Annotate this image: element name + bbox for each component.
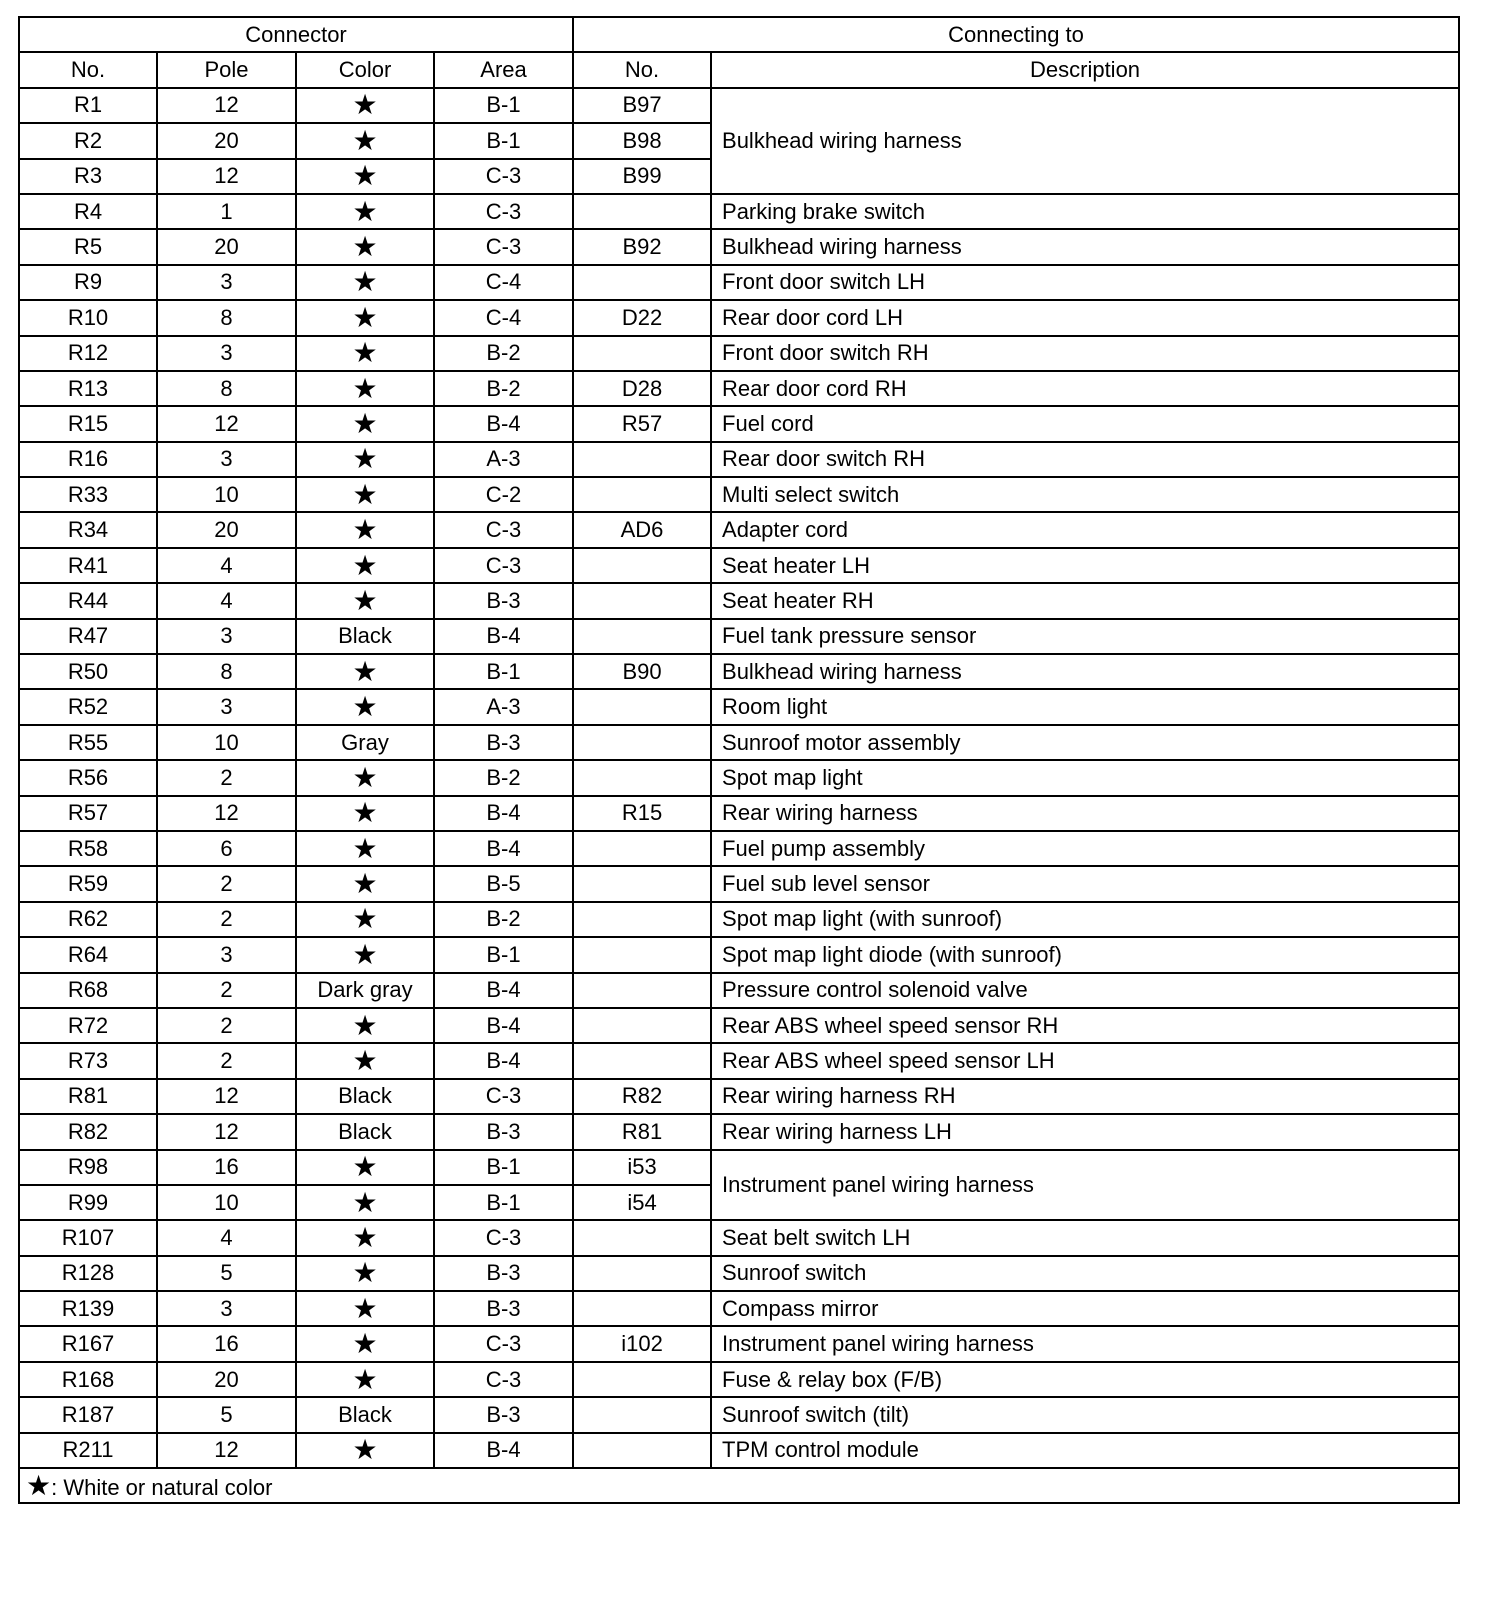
pole-cell: 10 [157,725,296,760]
connecting-no-cell [573,973,711,1008]
connector-no-cell: R50 [19,654,157,689]
color-cell-star-icon: ★ [296,159,434,194]
connector-no-cell: R81 [19,1079,157,1114]
connecting-no-cell [573,902,711,937]
table-row [19,1291,1459,1326]
pole-cell: 3 [157,1291,296,1326]
color-cell-star-icon: ★ [296,689,434,724]
description-cell: Bulkhead wiring harness [711,229,1459,264]
connector-no-cell: R13 [19,371,157,406]
description-cell: Multi select switch [711,477,1459,512]
area-cell: B-4 [434,1043,573,1078]
connecting-no-cell [573,477,711,512]
table-row [19,1220,1459,1255]
description-cell: Spot map light [711,760,1459,795]
connecting-no-cell [573,937,711,972]
connector-no-cell: R211 [19,1433,157,1468]
table-row [19,1256,1459,1291]
connecting-no-cell [573,1256,711,1291]
description-cell: Bulkhead wiring harness [711,654,1459,689]
area-cell: B-3 [434,583,573,618]
pole-cell: 2 [157,1008,296,1043]
color-cell-star-icon: ★ [296,194,434,229]
pole-cell: 2 [157,866,296,901]
connector-no-cell: R58 [19,831,157,866]
connecting-no-cell [573,583,711,618]
color-cell-star-icon: ★ [296,406,434,441]
pole-cell: 3 [157,265,296,300]
area-cell: B-4 [434,1433,573,1468]
description-cell: Rear wiring harness [711,796,1459,831]
pole-cell: 20 [157,1362,296,1397]
connecting-no-cell [573,831,711,866]
connecting-no-cell: B99 [573,159,711,194]
pole-cell: 12 [157,1079,296,1114]
table-row [19,725,1459,760]
color-cell-star-icon: ★ [296,1291,434,1326]
description-cell: Room light [711,689,1459,724]
pole-cell: 12 [157,88,296,123]
color-cell-star-icon: ★ [296,831,434,866]
connector-table [18,16,1460,1504]
connecting-no-cell [573,725,711,760]
area-cell: B-2 [434,902,573,937]
legend-text: : White or natural color [51,1474,273,1500]
description-cell: Seat heater LH [711,548,1459,583]
connecting-no-cell [573,265,711,300]
table-row [19,229,1459,264]
pole-cell: 12 [157,406,296,441]
pole-cell: 10 [157,1185,296,1220]
pole-cell: 20 [157,229,296,264]
connector-no-cell: R72 [19,1008,157,1043]
connecting-no-cell: D28 [573,371,711,406]
description-cell: Bulkhead wiring harness [711,88,1459,194]
description-cell: Front door switch LH [711,265,1459,300]
area-cell: B-4 [434,619,573,654]
area-cell: B-2 [434,371,573,406]
connecting-no-cell [573,1043,711,1078]
pole-cell: 5 [157,1256,296,1291]
table-row [19,442,1459,477]
connector-no-cell: R16 [19,442,157,477]
description-cell: Instrument panel wiring harness [711,1150,1459,1221]
table-row [19,831,1459,866]
table-row [19,548,1459,583]
description-cell: Spot map light diode (with sunroof) [711,937,1459,972]
connector-no-cell: R128 [19,1256,157,1291]
pole-cell: 4 [157,548,296,583]
connector-no-cell: R33 [19,477,157,512]
pole-cell: 2 [157,1043,296,1078]
pole-cell: 4 [157,583,296,618]
description-cell: Fuel cord [711,406,1459,441]
connecting-no-cell: R57 [573,406,711,441]
connector-no-cell: R68 [19,973,157,1008]
table-row [19,265,1459,300]
legend-row [19,1468,1459,1503]
connecting-no-cell: B97 [573,88,711,123]
table-row [19,1079,1459,1114]
area-cell: C-3 [434,1362,573,1397]
pole-cell: 20 [157,512,296,547]
connector-no-cell: R167 [19,1326,157,1361]
area-cell: C-3 [434,1326,573,1361]
table-row [19,512,1459,547]
table-row [19,477,1459,512]
color-cell-star-icon: ★ [296,336,434,371]
connecting-no-cell: D22 [573,300,711,335]
area-cell: C-4 [434,300,573,335]
connector-no-cell: R56 [19,760,157,795]
color-cell: Black [296,1114,434,1149]
description-cell: Fuel tank pressure sensor [711,619,1459,654]
description-cell: Instrument panel wiring harness [711,1326,1459,1361]
color-cell-star-icon: ★ [296,1150,434,1185]
pole-cell: 5 [157,1397,296,1432]
table-row [19,1326,1459,1361]
area-cell: B-4 [434,973,573,1008]
pole-cell: 2 [157,902,296,937]
connector-no-cell: R55 [19,725,157,760]
description-cell: Rear door cord LH [711,300,1459,335]
color-cell-star-icon: ★ [296,1220,434,1255]
connector-no-cell: R57 [19,796,157,831]
color-cell: Black [296,1079,434,1114]
description-cell: Fuse & relay box (F/B) [711,1362,1459,1397]
table-row [19,1433,1459,1468]
description-cell: Spot map light (with sunroof) [711,902,1459,937]
col-header-color: Color [296,52,434,87]
table-row [19,194,1459,229]
color-cell-star-icon: ★ [296,583,434,618]
area-cell: A-3 [434,689,573,724]
color-cell-star-icon: ★ [296,902,434,937]
connecting-no-cell [573,619,711,654]
description-cell: TPM control module [711,1433,1459,1468]
table-row [19,654,1459,689]
pole-cell: 20 [157,123,296,158]
table-row [19,88,1459,123]
pole-cell: 2 [157,973,296,1008]
color-cell-star-icon: ★ [296,866,434,901]
connecting-no-cell: AD6 [573,512,711,547]
connecting-no-cell [573,1008,711,1043]
connecting-no-cell [573,1433,711,1468]
pole-cell: 16 [157,1150,296,1185]
connector-no-cell: R9 [19,265,157,300]
color-cell-star-icon: ★ [296,442,434,477]
table-row [19,371,1459,406]
table-row [19,1114,1459,1149]
area-cell: B-4 [434,796,573,831]
connecting-no-cell [573,442,711,477]
color-cell: Gray [296,725,434,760]
pole-cell: 6 [157,831,296,866]
pole-cell: 12 [157,796,296,831]
connector-no-cell: R41 [19,548,157,583]
area-cell: B-1 [434,1185,573,1220]
description-cell: Sunroof switch (tilt) [711,1397,1459,1432]
pole-cell: 12 [157,159,296,194]
connecting-no-cell: B98 [573,123,711,158]
connector-no-cell: R44 [19,583,157,618]
color-cell-star-icon: ★ [296,1008,434,1043]
connecting-no-cell: B92 [573,229,711,264]
area-cell: B-2 [434,760,573,795]
connector-no-cell: R62 [19,902,157,937]
connector-no-cell: R64 [19,937,157,972]
pole-cell: 3 [157,336,296,371]
area-cell: B-4 [434,831,573,866]
connector-no-cell: R15 [19,406,157,441]
pole-cell: 2 [157,760,296,795]
color-cell-star-icon: ★ [296,548,434,583]
area-cell: B-3 [434,1397,573,1432]
connector-no-cell: R1 [19,88,157,123]
color-cell-star-icon: ★ [296,1256,434,1291]
area-cell: C-3 [434,548,573,583]
color-cell: Dark gray [296,973,434,1008]
table-row [19,866,1459,901]
area-cell: B-3 [434,725,573,760]
col-header-no: No. [19,52,157,87]
column-header-row [19,52,1459,87]
pole-cell: 8 [157,300,296,335]
connecting-to-group-header: Connecting to [573,17,1459,52]
area-cell: C-4 [434,265,573,300]
pole-cell: 12 [157,1114,296,1149]
pole-cell: 3 [157,689,296,724]
connector-no-cell: R47 [19,619,157,654]
color-cell-star-icon: ★ [296,229,434,264]
connecting-no-cell [573,1397,711,1432]
table-row [19,1362,1459,1397]
connecting-no-cell: R81 [573,1114,711,1149]
area-cell: C-3 [434,229,573,264]
connecting-no-cell [573,760,711,795]
col-header-connecting-no: No. [573,52,711,87]
connector-no-cell: R5 [19,229,157,264]
area-cell: B-4 [434,406,573,441]
color-cell-star-icon: ★ [296,371,434,406]
col-header-description: Description [711,52,1459,87]
area-cell: B-3 [434,1114,573,1149]
connecting-no-cell [573,1362,711,1397]
table-row [19,406,1459,441]
connector-no-cell: R10 [19,300,157,335]
description-cell: Sunroof switch [711,1256,1459,1291]
connecting-no-cell [573,866,711,901]
area-cell: B-1 [434,1150,573,1185]
table-row [19,973,1459,1008]
description-cell: Front door switch RH [711,336,1459,371]
area-cell: C-3 [434,194,573,229]
table-row [19,1043,1459,1078]
table-row [19,796,1459,831]
color-cell-star-icon: ★ [296,123,434,158]
connecting-no-cell: i53 [573,1150,711,1185]
area-cell: B-5 [434,866,573,901]
connector-no-cell: R139 [19,1291,157,1326]
color-cell-star-icon: ★ [296,300,434,335]
description-cell: Rear wiring harness LH [711,1114,1459,1149]
connector-no-cell: R12 [19,336,157,371]
table-row [19,902,1459,937]
table-row [19,619,1459,654]
connecting-no-cell [573,689,711,724]
description-cell: Rear ABS wheel speed sensor LH [711,1043,1459,1078]
color-cell-star-icon: ★ [296,265,434,300]
group-header-row [19,17,1459,52]
pole-cell: 10 [157,477,296,512]
area-cell: B-1 [434,937,573,972]
description-cell: Rear wiring harness RH [711,1079,1459,1114]
legend-cell [19,1468,1459,1503]
color-cell-star-icon: ★ [296,1362,434,1397]
connector-no-cell: R73 [19,1043,157,1078]
color-cell-star-icon: ★ [296,1433,434,1468]
connector-no-cell: R98 [19,1150,157,1185]
pole-cell: 12 [157,1433,296,1468]
table-row [19,300,1459,335]
connecting-no-cell [573,548,711,583]
color-cell-star-icon: ★ [296,654,434,689]
area-cell: B-3 [434,1256,573,1291]
pole-cell: 3 [157,442,296,477]
area-cell: C-3 [434,159,573,194]
description-cell: Parking brake switch [711,194,1459,229]
table-row [19,760,1459,795]
connecting-no-cell: i102 [573,1326,711,1361]
area-cell: B-1 [434,654,573,689]
connecting-no-cell: R82 [573,1079,711,1114]
connecting-no-cell: i54 [573,1185,711,1220]
connector-no-cell: R4 [19,194,157,229]
area-cell: A-3 [434,442,573,477]
pole-cell: 3 [157,937,296,972]
description-cell: Seat heater RH [711,583,1459,618]
connector-no-cell: R168 [19,1362,157,1397]
connecting-no-cell: B90 [573,654,711,689]
connecting-no-cell [573,1291,711,1326]
description-cell: Rear ABS wheel speed sensor RH [711,1008,1459,1043]
connector-no-cell: R59 [19,866,157,901]
connector-no-cell: R99 [19,1185,157,1220]
color-cell-star-icon: ★ [296,760,434,795]
color-cell-star-icon: ★ [296,1043,434,1078]
col-header-area: Area [434,52,573,87]
table-row [19,1008,1459,1043]
area-cell: B-1 [434,123,573,158]
area-cell: C-3 [434,512,573,547]
area-cell: B-1 [434,88,573,123]
color-cell: Black [296,619,434,654]
table-row [19,583,1459,618]
connector-group-header: Connector [19,17,573,52]
connecting-no-cell: R15 [573,796,711,831]
area-cell: B-2 [434,336,573,371]
connector-no-cell: R2 [19,123,157,158]
connector-no-cell: R34 [19,512,157,547]
description-cell: Rear door cord RH [711,371,1459,406]
description-cell: Compass mirror [711,1291,1459,1326]
description-cell: Fuel sub level sensor [711,866,1459,901]
col-header-pole: Pole [157,52,296,87]
description-cell: Rear door switch RH [711,442,1459,477]
description-cell: Fuel pump assembly [711,831,1459,866]
connector-no-cell: R3 [19,159,157,194]
table-row [19,1150,1459,1185]
connecting-no-cell [573,1220,711,1255]
area-cell: C-2 [434,477,573,512]
description-cell: Seat belt switch LH [711,1220,1459,1255]
connecting-no-cell [573,194,711,229]
description-cell: Pressure control solenoid valve [711,973,1459,1008]
color-cell-star-icon: ★ [296,937,434,972]
connector-no-cell: R82 [19,1114,157,1149]
area-cell: C-3 [434,1079,573,1114]
pole-cell: 16 [157,1326,296,1361]
pole-cell: 4 [157,1220,296,1255]
description-cell: Adapter cord [711,512,1459,547]
pole-cell: 3 [157,619,296,654]
table-row [19,937,1459,972]
pole-cell: 1 [157,194,296,229]
pole-cell: 8 [157,654,296,689]
table-row [19,689,1459,724]
color-cell-star-icon: ★ [296,1326,434,1361]
star-icon: ★ [26,1468,52,1502]
color-cell-star-icon: ★ [296,1185,434,1220]
color-cell: Black [296,1397,434,1432]
connector-no-cell: R107 [19,1220,157,1255]
connector-no-cell: R187 [19,1397,157,1432]
color-cell-star-icon: ★ [296,88,434,123]
connector-no-cell: R52 [19,689,157,724]
table-row [19,1397,1459,1432]
table-row [19,336,1459,371]
connecting-no-cell [573,336,711,371]
color-cell-star-icon: ★ [296,512,434,547]
color-cell-star-icon: ★ [296,796,434,831]
color-cell-star-icon: ★ [296,477,434,512]
area-cell: C-3 [434,1220,573,1255]
area-cell: B-3 [434,1291,573,1326]
pole-cell: 8 [157,371,296,406]
area-cell: B-4 [434,1008,573,1043]
description-cell: Sunroof motor assembly [711,725,1459,760]
